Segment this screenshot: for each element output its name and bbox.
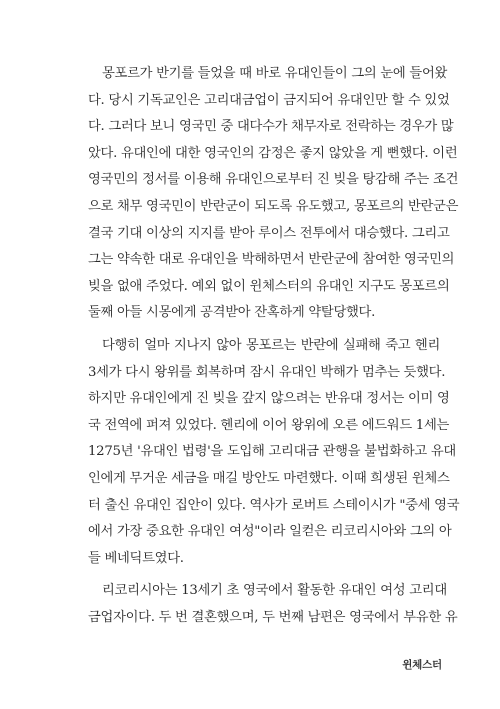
text-line: 그는 약속한 대로 유대인을 박해하면서 반란군에 참여한 영국민의 — [88, 252, 455, 268]
text-line: 몽포르가 반기를 들었을 때 바로 유대인들이 그의 눈에 들어왔 — [102, 66, 448, 81]
text-line: 인에게 무거운 세금을 매길 방안도 마련했다. 이때 희생된 윈체스 — [88, 470, 450, 486]
text-line: 국 전역에 퍼져 있었다. 헨리에 이어 왕위에 오른 에드워드 1세는 — [88, 417, 450, 433]
text-line: 리코리시아는 13세기 초 영국에서 활동한 유대인 여성 고리대 — [102, 583, 447, 599]
text-line: 결국 기대 이상의 지지를 받아 루이스 전투에서 대승했다. 그리고 — [88, 225, 450, 241]
text-line: 3세가 다시 왕위를 회복하며 잠시 유대인 박해가 멈추는 듯했다. — [88, 364, 446, 380]
text-line: 았다. 유대인에 대한 영국인의 감정은 좋지 않았을 게 뻔했다. 이런 — [88, 145, 458, 161]
text-line: 둘째 아들 시몽에게 공격받아 잔혹하게 약탈당했다. — [88, 305, 376, 321]
paragraph — [88, 61, 459, 327]
text-line: 하지만 유대인에게 진 빚을 갚지 않으려는 반유대 정서는 이미 영 — [88, 391, 450, 407]
text-line: 금업자이다. 두 번 결혼했으며, 두 번째 남편은 영국에서 부유한 유 — [88, 609, 458, 625]
text-line: 1275년 '유대인 법령'을 도입해 고리대금 관행을 불법화하고 유대 — [88, 444, 456, 460]
body-text — [88, 61, 460, 631]
text-line: 다. 당시 기독교인은 고리대금업이 금지되어 유대인만 할 수 있었 — [88, 92, 450, 108]
paragraph — [88, 578, 458, 631]
text-line: 다. 그러다 보니 영국민 중 대다수가 채무자로 전락하는 경우가 많 — [88, 119, 454, 135]
text-line: 영국민의 정서를 이용해 유대인으로부터 진 빚을 탕감해 주는 조건 — [88, 172, 459, 188]
text-line: 다행히 얼마 지나지 않아 몽포르는 반란에 실패해 죽고 헨리 — [102, 337, 440, 353]
text-line: 에서 가장 중요한 유대인 여성"이라 일컫은 리코리시아와 그의 아 — [88, 524, 452, 540]
paragraph — [88, 333, 460, 572]
text-line: 빚을 없애 주었다. 예외 없이 윈체스터의 유대인 지구도 몽포르의 — [88, 278, 450, 294]
text-line: 으로 채무 영국민이 반란군이 되도록 유도했고, 몽포르의 반란군은 — [88, 198, 459, 214]
running-footer-label: 윈체스터 — [402, 659, 442, 671]
text-line: 터 출신 유대인 집안이 있다. 역사가 로버트 스테이시가 "중세 영국 — [88, 497, 460, 513]
text-line: 들 베네딕트였다. — [88, 550, 184, 566]
